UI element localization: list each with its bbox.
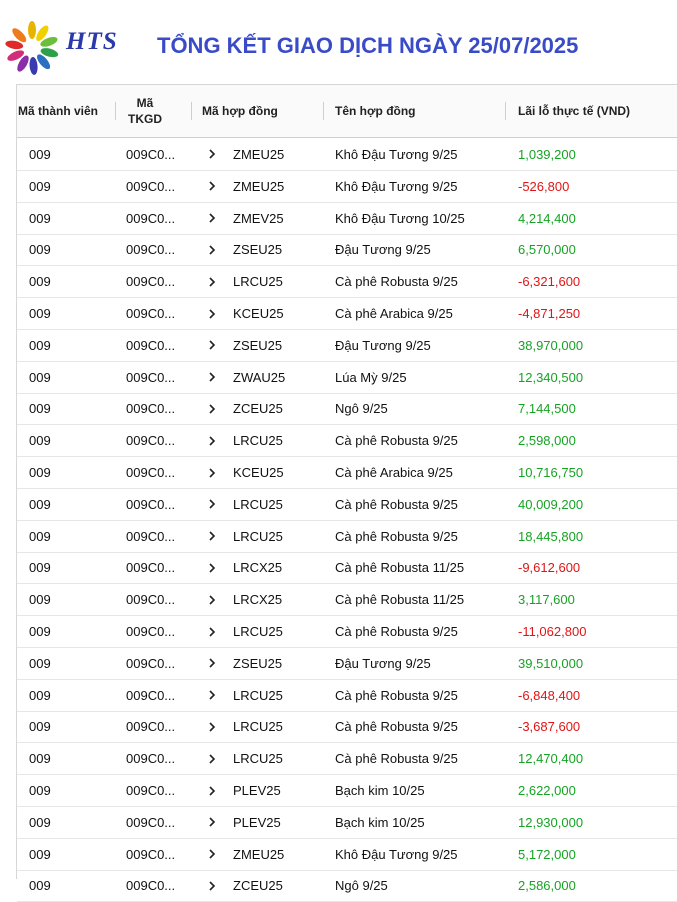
expand-row-button[interactable] (207, 648, 217, 679)
account-cell: 009C0... (126, 306, 176, 322)
chevron-right-icon (207, 722, 217, 732)
expand-row-button[interactable] (207, 203, 217, 234)
account-cell: 009C0... (126, 783, 176, 799)
chevron-right-icon (207, 563, 217, 573)
expand-row-button[interactable] (207, 616, 217, 647)
expand-row-button[interactable] (207, 266, 217, 297)
expand-row-button[interactable] (207, 521, 217, 552)
member-cell: 009 (29, 719, 51, 735)
chevron-right-icon (207, 627, 217, 637)
chevron-right-icon (207, 309, 217, 319)
table-row[interactable] (17, 425, 677, 457)
contract-code-cell: ZWAU25 (233, 369, 286, 385)
chevron-right-icon (207, 404, 217, 414)
account-cell: 009C0... (126, 624, 176, 640)
member-cell: 009 (29, 751, 51, 767)
contract-name-cell: Ngô 9/25 (335, 878, 388, 894)
chevron-right-icon (207, 658, 217, 668)
brand-name: HTS (66, 28, 118, 55)
contract-name-cell: Cà phê Robusta 9/25 (335, 751, 458, 767)
member-cell: 009 (29, 655, 51, 671)
contract-name-cell: Lúa Mỳ 9/25 (335, 369, 407, 385)
contract-code-cell: ZMEU25 (233, 146, 285, 162)
chevron-right-icon (207, 245, 217, 255)
chevron-right-icon (207, 277, 217, 287)
member-cell: 009 (29, 592, 51, 608)
table-row[interactable] (17, 743, 677, 775)
contract-code-cell: KCEU25 (233, 306, 284, 322)
pnl-cell: 39,510,000 (518, 655, 584, 671)
table-row[interactable] (17, 616, 677, 648)
pnl-cell: 12,930,000 (518, 814, 584, 830)
expand-row-button[interactable] (207, 235, 217, 266)
pnl-cell: 2,622,000 (518, 783, 576, 799)
contract-name-cell: Đậu Tương 9/25 (335, 337, 431, 353)
table-row[interactable] (17, 235, 677, 267)
pnl-cell: 38,970,000 (518, 337, 584, 353)
contract-code-cell: PLEV25 (233, 814, 281, 830)
member-cell: 009 (29, 369, 51, 385)
account-cell: 009C0... (126, 814, 176, 830)
contract-name-cell: Khô Đậu Tương 10/25 (335, 210, 465, 226)
member-cell: 009 (29, 496, 51, 512)
contract-name-cell: Cà phê Robusta 9/25 (335, 274, 458, 290)
member-cell: 009 (29, 401, 51, 417)
table-row[interactable] (17, 394, 677, 426)
chevron-right-icon (207, 849, 217, 859)
contract-code-cell: LRCU25 (233, 274, 283, 290)
contract-name-cell: Đậu Tương 9/25 (335, 655, 431, 671)
expand-row-button[interactable] (207, 807, 217, 838)
contract-name-cell: Cà phê Robusta 9/25 (335, 496, 458, 512)
account-cell: 009C0... (126, 146, 176, 162)
table-row[interactable] (17, 871, 677, 902)
contract-name-cell: Khô Đậu Tương 9/25 (335, 178, 458, 194)
table-row[interactable] (17, 680, 677, 712)
member-cell: 009 (29, 846, 51, 862)
member-cell: 009 (29, 242, 51, 258)
pnl-cell: 4,214,400 (518, 210, 576, 226)
expand-row-button[interactable] (207, 489, 217, 520)
contract-name-cell: Cà phê Arabica 9/25 (335, 306, 453, 322)
expand-row-button[interactable] (207, 394, 217, 425)
member-cell: 009 (29, 306, 51, 322)
contract-code-cell: LRCU25 (233, 751, 283, 767)
table-row[interactable] (17, 648, 677, 680)
member-cell: 009 (29, 433, 51, 449)
pnl-cell: 7,144,500 (518, 401, 576, 417)
contract-name-cell: Ngô 9/25 (335, 401, 388, 417)
expand-row-button[interactable] (207, 712, 217, 743)
member-cell: 009 (29, 528, 51, 544)
expand-row-button[interactable] (207, 839, 217, 870)
pnl-cell: 2,586,000 (518, 878, 576, 894)
account-cell: 009C0... (126, 178, 176, 194)
chevron-right-icon (207, 372, 217, 382)
expand-row-button[interactable] (207, 171, 217, 202)
contract-name-cell: Bạch kim 10/25 (335, 814, 425, 830)
contract-code-cell: LRCU25 (233, 719, 283, 735)
hts-logo-icon (8, 14, 60, 76)
contract-code-cell: LRCU25 (233, 528, 283, 544)
contract-name-cell: Cà phê Arabica 9/25 (335, 465, 453, 481)
contract-code-cell: LRCX25 (233, 560, 283, 576)
column-header-member[interactable]: Mã thành viên (17, 104, 98, 118)
table-row[interactable] (17, 712, 677, 744)
contract-name-cell: Khô Đậu Tương 9/25 (335, 846, 458, 862)
contract-code-cell: ZCEU25 (233, 401, 283, 417)
account-cell: 009C0... (126, 433, 176, 449)
member-cell: 009 (29, 878, 51, 894)
chevron-right-icon (207, 595, 217, 605)
contract-code-cell: ZSEU25 (233, 337, 283, 353)
contract-code-cell: LRCU25 (233, 624, 283, 640)
member-cell: 009 (29, 814, 51, 830)
table-row[interactable] (17, 138, 677, 171)
member-cell: 009 (29, 560, 51, 576)
trade-summary-table (16, 84, 677, 894)
pnl-cell: 3,117,600 (518, 592, 575, 608)
table-row[interactable] (17, 521, 677, 553)
expand-row-button[interactable] (207, 680, 217, 711)
pnl-cell: -6,321,600 (518, 274, 581, 290)
pnl-cell: 2,598,000 (518, 433, 576, 449)
account-cell: 009C0... (126, 528, 176, 544)
contract-code-cell: LRCU25 (233, 433, 283, 449)
chevron-right-icon (207, 468, 217, 478)
pnl-cell: -4,871,250 (518, 306, 581, 322)
account-cell: 009C0... (126, 210, 176, 226)
expand-row-button[interactable] (207, 138, 217, 170)
table-body (17, 138, 677, 902)
expand-row-button[interactable] (207, 743, 217, 774)
contract-name-cell: Khô Đậu Tương 9/25 (335, 146, 458, 162)
account-cell: 009C0... (126, 592, 176, 608)
table-row[interactable] (17, 457, 677, 489)
contract-name-cell: Cà phê Robusta 9/25 (335, 528, 458, 544)
contract-code-cell: ZMEU25 (233, 846, 285, 862)
column-separator[interactable] (323, 102, 324, 120)
pnl-cell: 5,172,000 (518, 846, 576, 862)
contract-name-cell: Cà phê Robusta 9/25 (335, 433, 458, 449)
chevron-right-icon (207, 499, 217, 509)
expand-row-button[interactable] (207, 330, 217, 361)
table-row[interactable] (17, 839, 677, 871)
contract-code-cell: ZCEU25 (233, 878, 283, 894)
table-row[interactable] (17, 489, 677, 521)
column-header-contract-name[interactable]: Tên hợp đồng (335, 104, 416, 118)
chevron-right-icon (207, 436, 217, 446)
expand-row-button[interactable] (207, 584, 217, 615)
chevron-right-icon (207, 340, 217, 350)
pnl-cell: -6,848,400 (518, 687, 581, 703)
chevron-right-icon (207, 690, 217, 700)
account-cell: 009C0... (126, 496, 176, 512)
table-row[interactable] (17, 584, 677, 616)
contract-name-cell: Cà phê Robusta 11/25 (335, 560, 465, 576)
expand-row-button[interactable] (207, 553, 217, 584)
column-separator[interactable] (191, 102, 192, 120)
account-cell: 009C0... (126, 655, 176, 671)
table-row[interactable] (17, 266, 677, 298)
pnl-cell: 40,009,200 (518, 496, 584, 512)
account-cell: 009C0... (126, 560, 176, 576)
member-cell: 009 (29, 687, 51, 703)
table-row[interactable] (17, 171, 677, 203)
pnl-cell: -9,612,600 (518, 560, 581, 576)
chevron-right-icon (207, 881, 217, 891)
table-row[interactable] (17, 298, 677, 330)
expand-row-button[interactable] (207, 457, 217, 488)
column-separator[interactable] (115, 102, 116, 120)
column-header-contract-code[interactable]: Mã hợp đồng (202, 104, 278, 118)
account-cell: 009C0... (126, 401, 176, 417)
table-row[interactable] (17, 330, 677, 362)
chevron-right-icon (207, 181, 217, 191)
account-cell: 009C0... (126, 719, 176, 735)
expand-row-button[interactable] (207, 298, 217, 329)
contract-name-cell: Cà phê Robusta 11/25 (335, 592, 465, 608)
table-row[interactable] (17, 807, 677, 839)
account-cell: 009C0... (126, 242, 176, 258)
table-row[interactable] (17, 362, 677, 394)
table-row[interactable] (17, 203, 677, 235)
member-cell: 009 (29, 624, 51, 640)
pnl-cell: 6,570,000 (518, 242, 576, 258)
contract-name-cell: Cà phê Robusta 9/25 (335, 687, 458, 703)
account-cell: 009C0... (126, 369, 176, 385)
account-cell: 009C0... (126, 751, 176, 767)
contract-name-cell: Đậu Tương 9/25 (335, 242, 431, 258)
page-title: TỔNG KẾT GIAO DỊCH NGÀY 25/07/2025 (157, 33, 579, 58)
pnl-cell: -526,800 (518, 178, 570, 194)
pnl-cell: 1,039,200 (518, 146, 576, 162)
member-cell: 009 (29, 178, 51, 194)
contract-code-cell: ZMEV25 (233, 210, 284, 226)
contract-name-cell: Bạch kim 10/25 (335, 783, 425, 799)
chevron-right-icon (207, 817, 217, 827)
contract-code-cell: ZSEU25 (233, 655, 283, 671)
member-cell: 009 (29, 465, 51, 481)
chevron-right-icon (207, 213, 217, 223)
account-cell: 009C0... (126, 465, 176, 481)
contract-code-cell: ZMEU25 (233, 178, 285, 194)
pnl-cell: 12,340,500 (518, 369, 584, 385)
account-cell: 009C0... (126, 846, 176, 862)
expand-row-button[interactable] (207, 775, 217, 806)
pnl-cell: -11,062,800 (518, 624, 587, 640)
chevron-right-icon (207, 754, 217, 764)
table-row[interactable] (17, 775, 677, 807)
member-cell: 009 (29, 783, 51, 799)
account-cell: 009C0... (126, 337, 176, 353)
pnl-cell: 12,470,400 (518, 751, 584, 767)
header (0, 0, 666, 84)
column-header-account[interactable]: Mã TKGD (128, 96, 162, 126)
chevron-right-icon (207, 786, 217, 796)
contract-name-cell: Cà phê Robusta 9/25 (335, 719, 458, 735)
contract-code-cell: LRCU25 (233, 687, 283, 703)
expand-row-button[interactable] (207, 425, 217, 456)
member-cell: 009 (29, 274, 51, 290)
table-row[interactable] (17, 553, 677, 585)
contract-name-cell: Cà phê Robusta 9/25 (335, 624, 458, 640)
pnl-cell: 10,716,750 (518, 465, 584, 481)
expand-row-button[interactable] (207, 362, 217, 393)
contract-code-cell: ZSEU25 (233, 242, 283, 258)
pnl-cell: 18,445,800 (518, 528, 584, 544)
chevron-right-icon (207, 149, 217, 159)
member-cell: 009 (29, 337, 51, 353)
member-cell: 009 (29, 210, 51, 226)
expand-row-button[interactable] (207, 871, 217, 902)
member-cell: 009 (29, 146, 51, 162)
pnl-cell: -3,687,600 (518, 719, 581, 735)
account-cell: 009C0... (126, 687, 176, 703)
table-header (17, 85, 677, 138)
account-cell: 009C0... (126, 274, 176, 290)
contract-code-cell: PLEV25 (233, 783, 281, 799)
contract-code-cell: KCEU25 (233, 465, 284, 481)
contract-code-cell: LRCU25 (233, 496, 283, 512)
chevron-right-icon (207, 531, 217, 541)
column-separator[interactable] (505, 102, 506, 120)
contract-code-cell: LRCX25 (233, 592, 283, 608)
column-header-pnl[interactable]: Lãi lỗ thực tế (VND) (518, 104, 631, 118)
account-cell: 009C0... (126, 878, 176, 894)
